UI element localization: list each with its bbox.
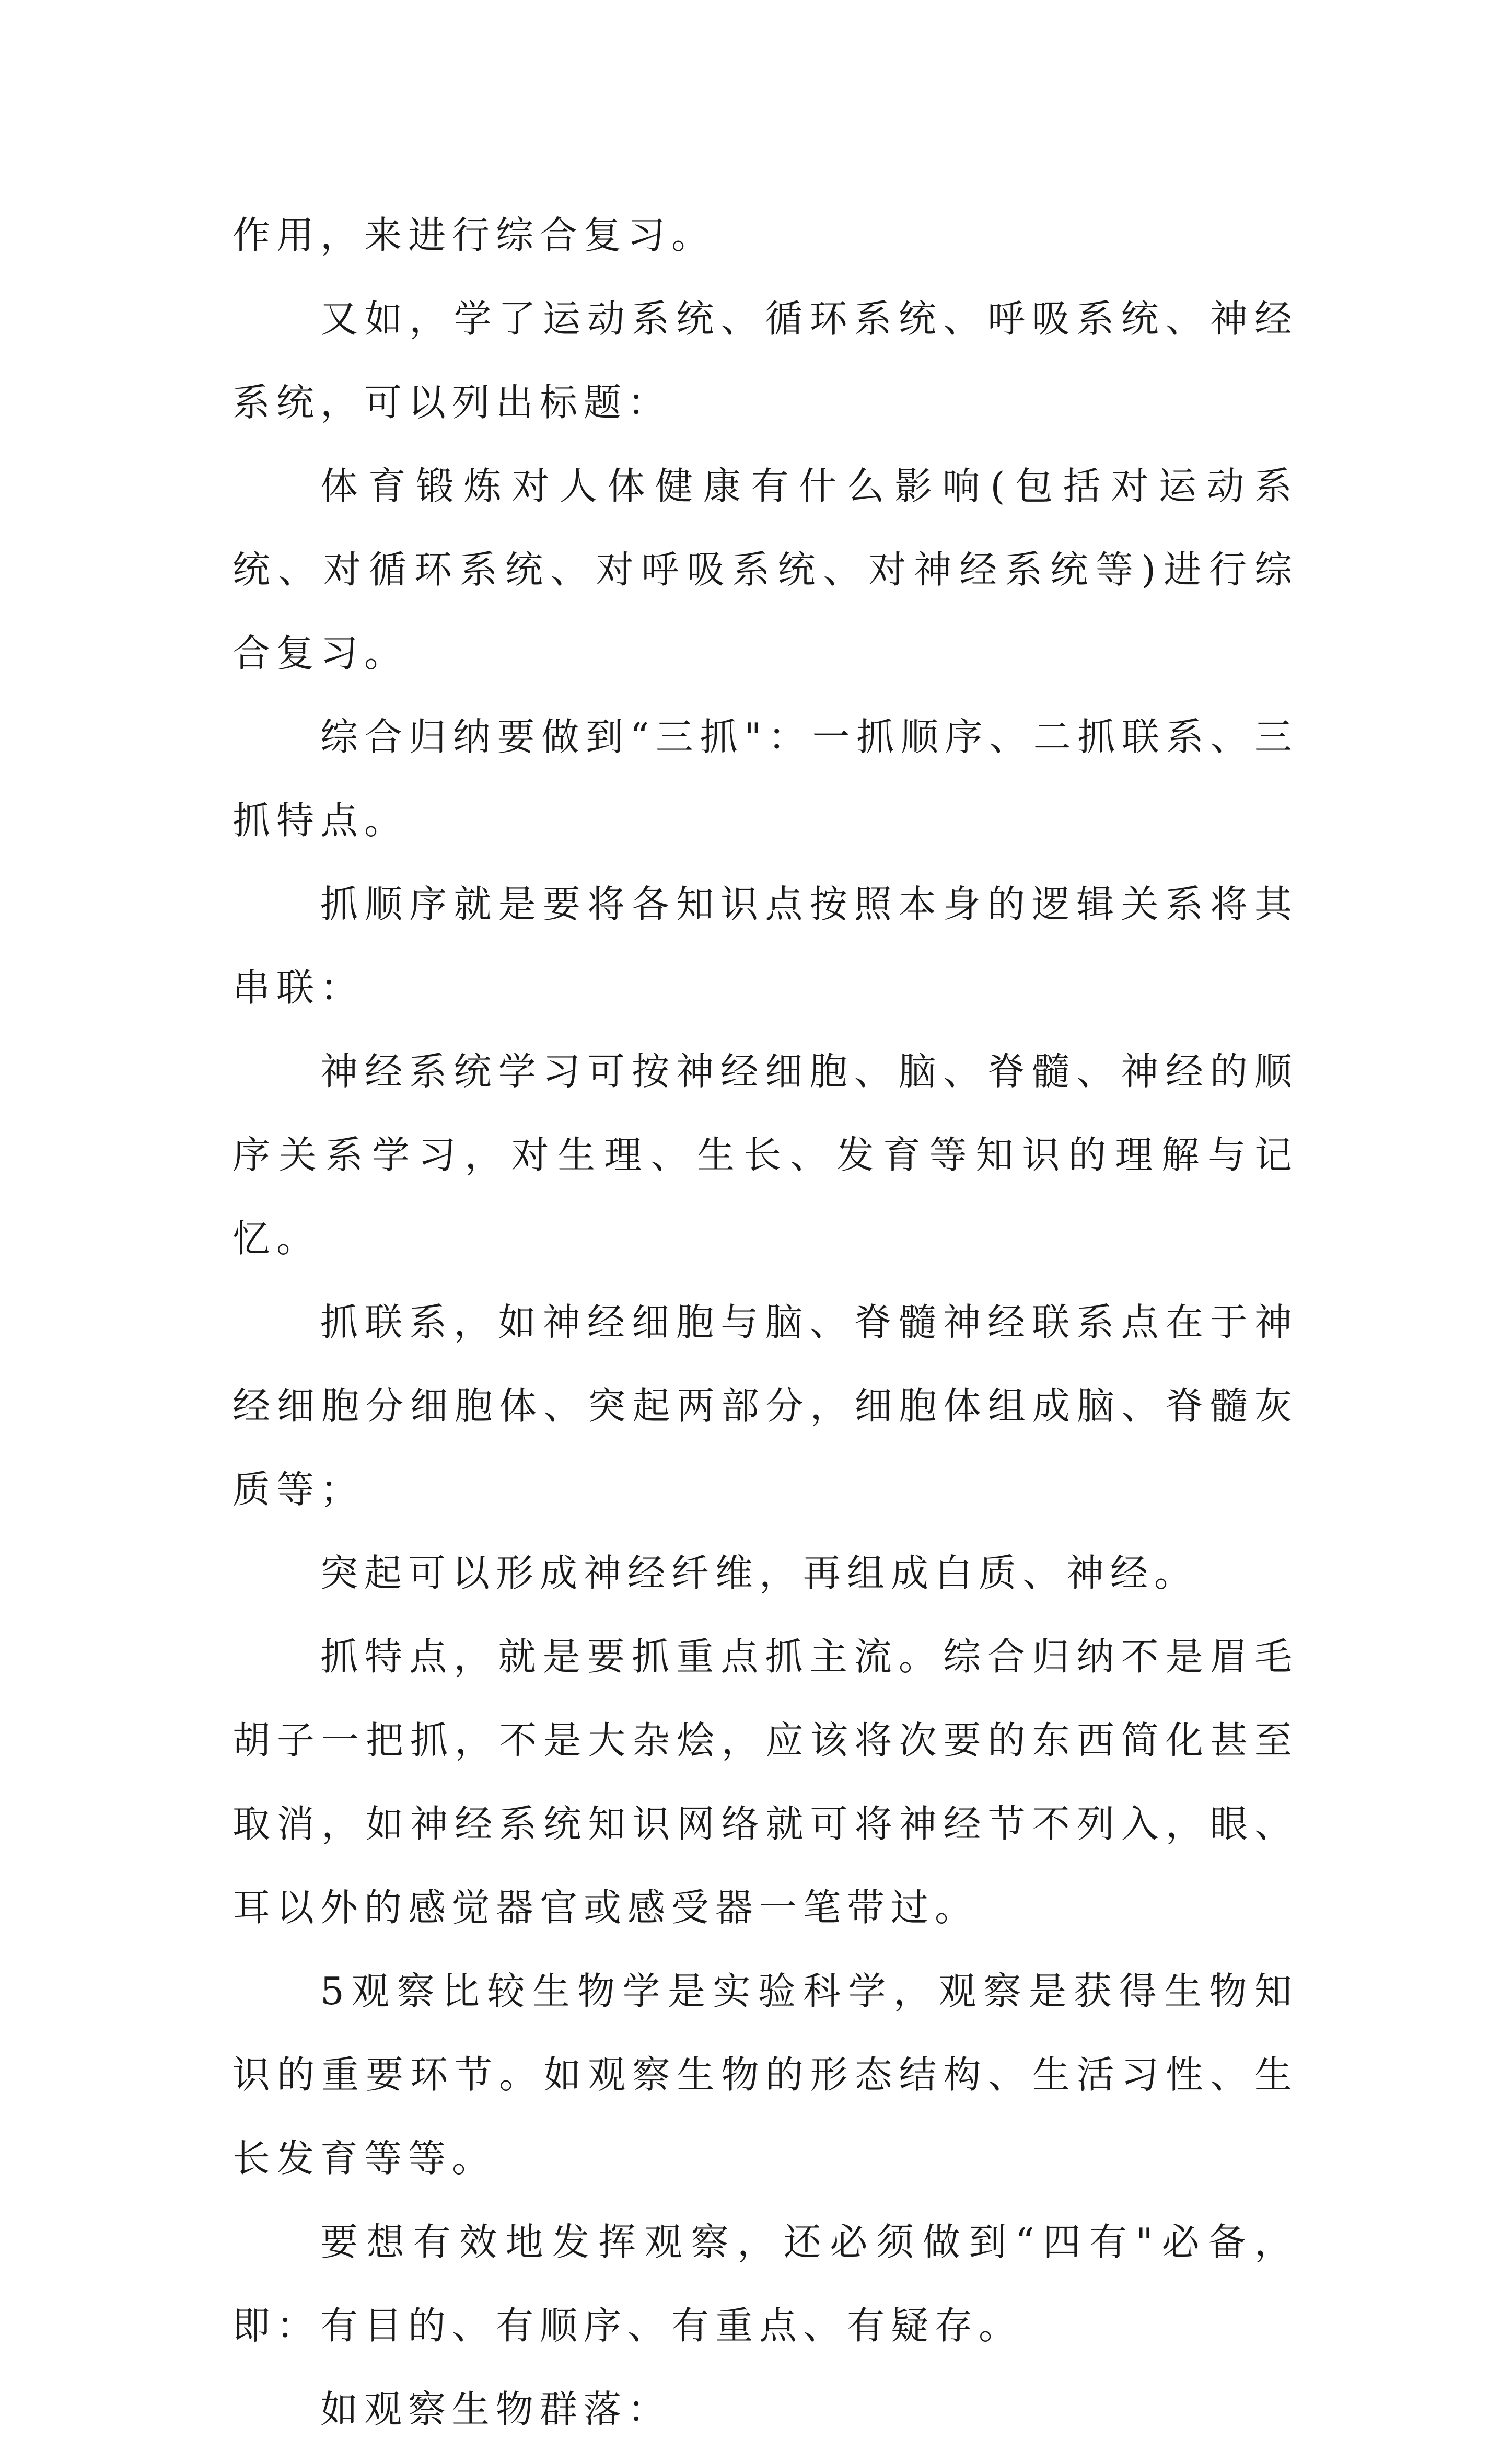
paragraph-1: 作用，来进行综合复习。 (232, 213, 716, 257)
paragraph-3: 体育锻炼对人体健康有什么影响(包括对运动系统、对循环系统、对呼吸系统、对神经系统等)进行综合复习。 (232, 464, 1298, 675)
paragraph-11: 要想有效地发挥观察，还必须做到“四有"必备，即：有目的、有顺序、有重点、有疑存。 (232, 2220, 1298, 2348)
paragraph-12: 如观察生物群落： (320, 2387, 672, 2431)
paragraph-7: 抓联系，如神经细胞与脑、脊髓神经联系点在于神经细胞分细胞体、突起两部分，细胞体组成脑、脊髓灰质等； (232, 1300, 1298, 1511)
paragraph-8: 突起可以形成神经纤维，再组成白质、神经。 (320, 1551, 1199, 1595)
paragraph-9: 抓特点，就是要抓重点抓主流。综合归纳不是眉毛胡子一把抓，不是大杂烩，应该将次要的东西简化甚至取消，如神经系统知识网络就可将神经节不列入，眼、耳以外的感觉器官或感受器一笔带过。 (232, 1635, 1298, 1929)
paragraph-6: 神经系统学习可按神经细胞、脑、脊髓、神经的顺序关系学习，对生理、生长、发育等知识的理解与记忆。 (232, 1049, 1298, 1261)
paragraph-4: 综合归纳要做到“三抓"：一抓顺序、二抓联系、三抓特点。 (232, 715, 1298, 842)
paragraph-10: 5观察比较生物学是实验科学，观察是获得生物知识的重要环节。如观察生物的形态结构、生活习性、生长发育等等。 (232, 1969, 1298, 2180)
document-body (232, 193, 1298, 2451)
paragraph-5: 抓顺序就是要将各知识点按照本身的逻辑关系将其串联： (232, 882, 1298, 1010)
paragraph-2: 又如，学了运动系统、循环系统、呼吸系统、神经系统，可以列出标题： (232, 297, 1298, 424)
